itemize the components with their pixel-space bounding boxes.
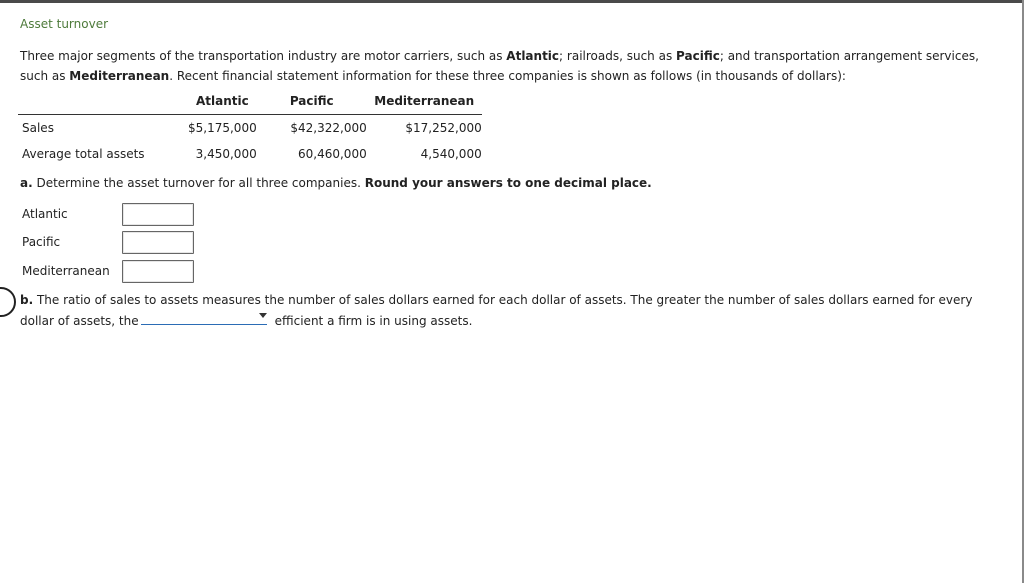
page-title: Asset turnover bbox=[20, 17, 109, 31]
financial-table bbox=[18, 94, 482, 167]
table-header-blank bbox=[18, 94, 188, 115]
cell-sales-pacific: $42,322,000 bbox=[290, 121, 367, 135]
problem-intro bbox=[20, 46, 1010, 86]
answer-input-atlantic[interactable] bbox=[122, 203, 194, 226]
cell-assets-atlantic: 3,450,000 bbox=[195, 147, 257, 161]
table-header-pacific: Pacific bbox=[257, 94, 367, 115]
question-a-instruction: Round your answers to one decimal place. bbox=[364, 176, 652, 190]
answer-input-pacific[interactable] bbox=[122, 231, 194, 254]
intro-company-atlantic: Atlantic bbox=[506, 49, 560, 63]
cell-sales-atlantic: $5,175,000 bbox=[188, 121, 257, 135]
intro-text-1: Three major segments of the transportation industry are motor carriers, such as bbox=[20, 49, 507, 63]
row-label-assets: Average total assets bbox=[22, 147, 145, 161]
question-a-letter: a. bbox=[20, 176, 33, 190]
cell-assets-mediterranean: 4,540,000 bbox=[420, 147, 482, 161]
chevron-down-icon bbox=[259, 313, 267, 318]
question-b-text-after: efficient a firm is in using assets. bbox=[274, 314, 473, 328]
intro-company-pacific: Pacific bbox=[676, 49, 720, 63]
focus-circle-marker bbox=[0, 287, 16, 317]
top-border bbox=[0, 0, 1024, 3]
question-b bbox=[20, 290, 1000, 331]
answer-label-pacific: Pacific bbox=[22, 235, 61, 249]
intro-text-2: ; railroads, such as bbox=[559, 49, 677, 63]
answer-label-mediterranean: Mediterranean bbox=[22, 264, 110, 278]
intro-text-3: ; and transportation arrangement services, such as bbox=[20, 49, 979, 83]
question-a bbox=[20, 176, 652, 190]
question-b-letter: b. bbox=[20, 293, 34, 307]
intro-company-mediterranean: Mediterranean bbox=[69, 69, 170, 83]
efficiency-dropdown[interactable] bbox=[141, 310, 267, 325]
answer-input-mediterranean[interactable] bbox=[122, 260, 194, 283]
table-row bbox=[18, 141, 482, 167]
question-b-text: The ratio of sales to assets measures the number of sales dollars earned for each dollar of assets. The greater the number of sales dollars earned for every dollar of assets, the bbox=[20, 293, 973, 328]
intro-text-4: . Recent financial statement information for these three companies is shown as follows (in thousands of dollars): bbox=[169, 69, 846, 83]
cell-assets-pacific: 60,460,000 bbox=[298, 147, 367, 161]
table-header-row bbox=[18, 94, 482, 115]
question-a-text: Determine the asset turnover for all three companies. bbox=[32, 176, 365, 190]
table-row bbox=[18, 115, 482, 142]
table-header-atlantic: Atlantic bbox=[188, 94, 257, 115]
row-label-sales: Sales bbox=[22, 121, 54, 135]
table-header-mediterranean: Mediterranean bbox=[367, 94, 482, 115]
cell-sales-mediterranean: $17,252,000 bbox=[405, 121, 482, 135]
answer-label-atlantic: Atlantic bbox=[22, 207, 68, 221]
